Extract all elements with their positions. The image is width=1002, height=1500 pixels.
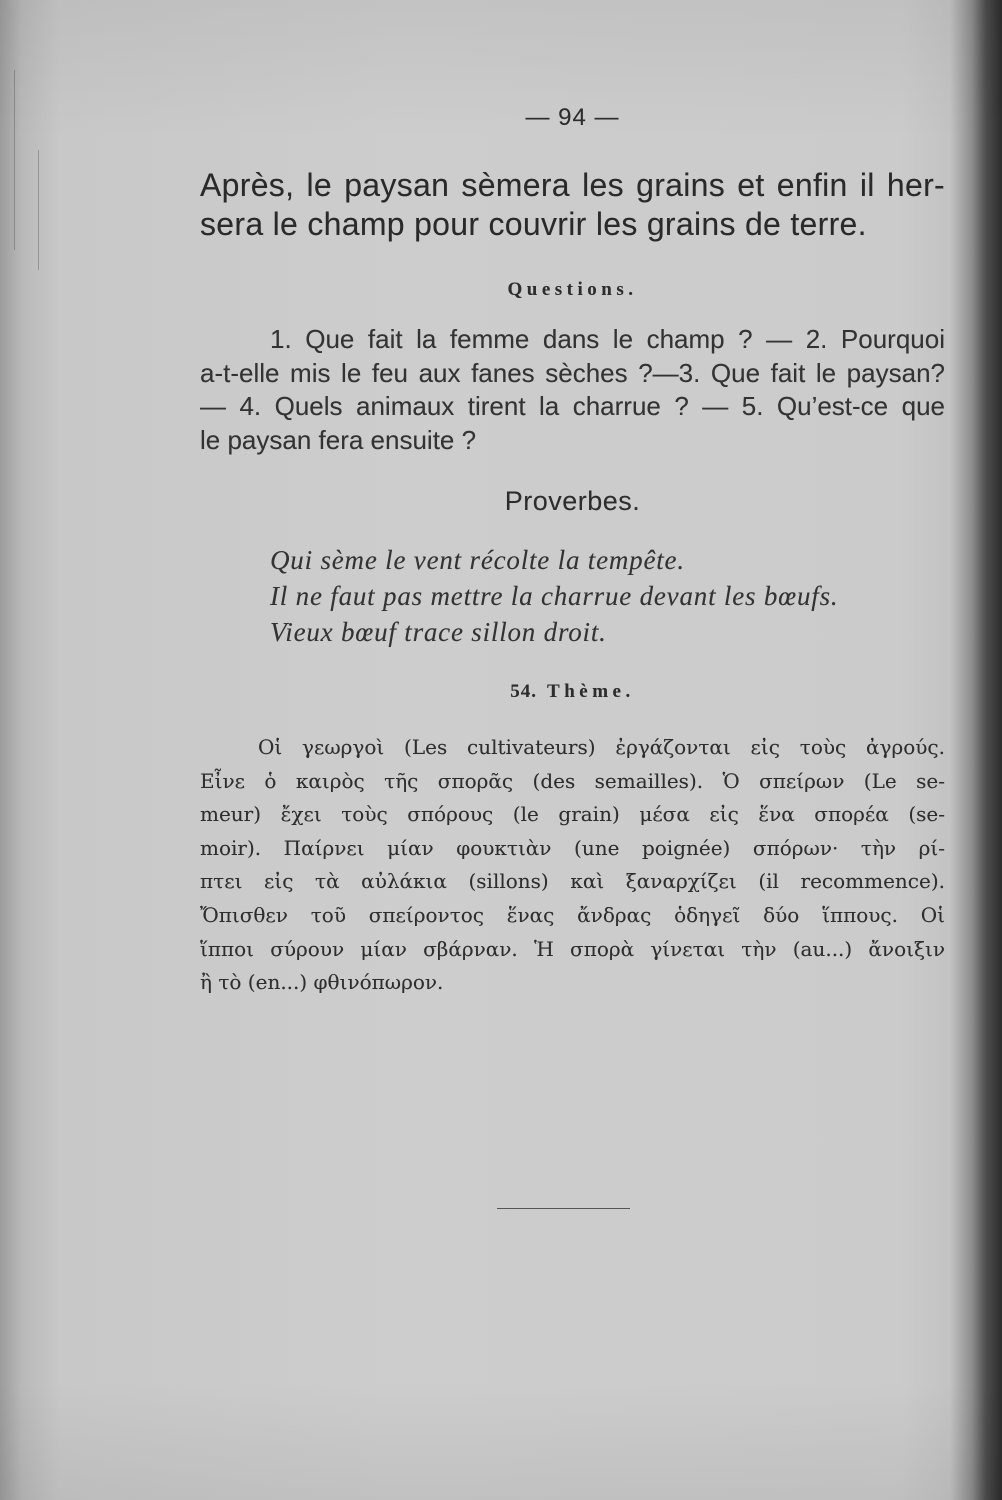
proverbs-heading: Proverbes. <box>504 486 641 516</box>
theme-line: Ὄπισθεν τοῦ σπείροντος ἕνας ἄνδρας ὁδηγεῖ δύο ἵππους. Οἱ <box>200 902 945 927</box>
question-line: 1. Que fait la femme dans le champ ? — 2. Pourquoi <box>270 324 945 354</box>
theme-line: ἢ τὸ (en...) φθινόπωρον. <box>200 970 444 995</box>
theme-line: πτει εἰς τὰ αὐλάκια (sillons) καὶ ξαναρχίζει (il recommence). <box>200 869 945 894</box>
intro-line: Après, le paysan sèmera les grains et enfin il her- <box>200 167 945 203</box>
theme-line: Εἶνε ὁ καιρὸς τῆς σπορᾶς (des semailles). Ὁ σπείρων (Le se- <box>200 768 945 793</box>
question-line: — 4. Quels animaux tirent la charrue ? — 5. Qu’est-ce que <box>200 391 945 421</box>
proverb-line: Qui sème le vent récolte la tempête. <box>270 545 685 575</box>
theme-paragraph <box>200 731 945 1000</box>
end-rule <box>497 1208 630 1209</box>
intro-line: sera le champ pour couvrir les grains de terre. <box>200 206 867 242</box>
page-number: — 94 — <box>525 104 620 131</box>
proverbs-list <box>270 542 930 650</box>
theme-line: Οἱ γεωργοὶ (Les cultivateurs) ἐργάζονται εἰς τοὺς ἀγρούς. <box>258 735 945 759</box>
question-line: a-t-elle mis le feu aux fanes sèches ?—3. Que fait le paysan? <box>200 357 945 388</box>
questions-heading: Questions. <box>507 279 638 300</box>
question-line: le paysan fera ensuite ? <box>200 424 477 455</box>
theme-line: ἵπποι σύρουν μίαν σβάρναν. Ἡ σπορὰ γίνεται τὴν (au...) ἄνοιξιν <box>200 936 945 961</box>
proverb-line: Vieux bœuf trace sillon droit. <box>270 617 607 647</box>
scan-streak <box>38 150 39 270</box>
theme-line: moir). Παίρνει μίαν φουκτιὰν (une poignée) σπόρων· τὴν ρί- <box>200 835 945 860</box>
theme-heading <box>200 679 945 705</box>
intro-paragraph <box>200 166 945 244</box>
scan-streak <box>14 70 15 250</box>
theme-line: meur) ἔχει τοὺς σπόρους (le grain) μέσα εἰς ἕνα σπορέα (se- <box>200 802 945 827</box>
questions-paragraph <box>200 323 945 457</box>
theme-number: 54. <box>510 681 538 702</box>
proverb-line: Il ne faut pas mettre la charrue devant les bœufs. <box>270 581 839 611</box>
theme-title: Thème. <box>547 681 635 702</box>
